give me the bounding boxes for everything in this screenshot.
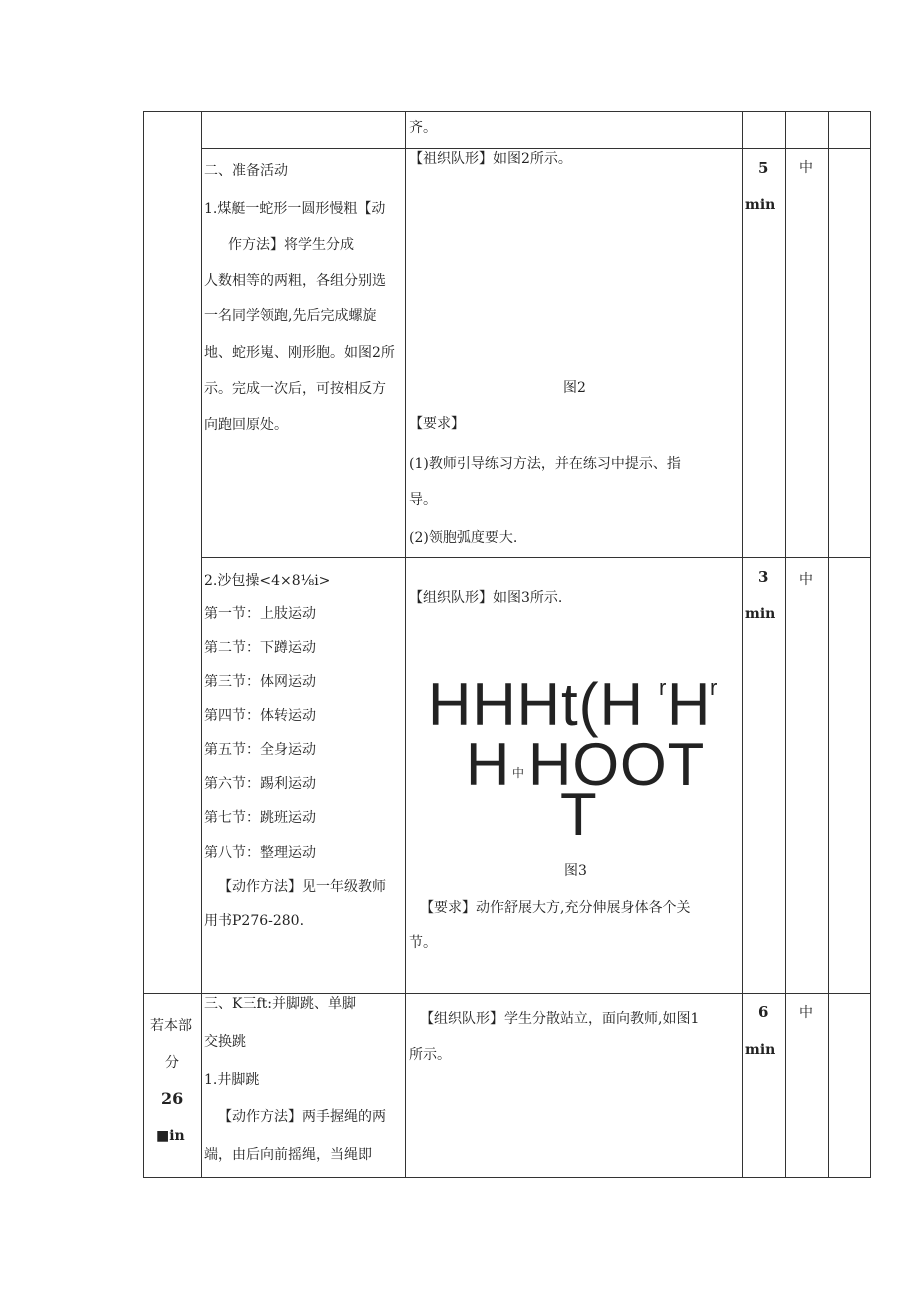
content-line: 第七节：跳班运动 — [204, 810, 316, 826]
content-line: 人数相等的两粗，各组分别选 — [204, 273, 386, 289]
time-value: 6 — [758, 1003, 769, 1021]
time-unit: min — [745, 1042, 776, 1058]
time-value: 3 — [758, 568, 769, 586]
intensity: 中 — [799, 160, 813, 176]
intensity: 中 — [799, 572, 813, 588]
col-line — [828, 111, 829, 1178]
requirement-line: 节。 — [409, 935, 437, 951]
content-line: 1.井脚跳 — [204, 1072, 260, 1088]
requirement-heading: 【要求】 — [409, 416, 465, 432]
row-line — [143, 111, 871, 112]
content-line: 三、K三ft:并脚跳、单脚 — [204, 996, 356, 1012]
content-line: 第八节：整理运动 — [204, 845, 316, 861]
organization-line: 所示。 — [409, 1047, 451, 1063]
content-line: 第五节：全身运动 — [204, 742, 316, 758]
time-value: 5 — [758, 159, 769, 177]
col-line — [742, 111, 743, 1178]
content-line: 向跑回原处。 — [204, 417, 288, 433]
figure-glyphs: HHHt(H — [428, 671, 644, 738]
row-line — [201, 148, 871, 149]
content-line: 1.煤艇一蛇形一圆形慢粗【动 — [204, 201, 386, 217]
figure-glyphs: H — [667, 671, 712, 738]
content-line: 地、蛇形嵬、刚形胞。如图2所 — [204, 345, 395, 361]
content-line: 二、准备活动 — [204, 163, 288, 179]
content-line: 【动作方法】两手握绳的两 — [218, 1109, 386, 1125]
content-line: 第四节：体转运动 — [204, 708, 316, 724]
section-label-line: 分 — [165, 1055, 179, 1071]
organization-line: 【组织队形】如图3所示. — [409, 590, 563, 606]
content-line: 用书P276-280. — [204, 913, 305, 929]
continued-text: 齐。 — [409, 120, 437, 136]
content-line: 【动作方法】见一年级教师 — [218, 879, 386, 895]
col-line — [201, 111, 202, 1178]
content-line: 交换跳 — [204, 1034, 246, 1050]
figure-caption: 图2 — [563, 380, 586, 396]
content-line: 作方法】将学生分成 — [228, 237, 354, 253]
organization-line: 【祖织队形】如图2所示。 — [409, 151, 572, 167]
figure-glyphs: r — [710, 675, 718, 700]
time-unit: min — [745, 606, 776, 622]
figure-glyphs: HOOT — [528, 731, 706, 798]
content-line: 第三节：体网运动 — [204, 674, 316, 690]
requirement-line: (2)领胞弧度要大. — [409, 530, 518, 546]
col-line — [143, 111, 144, 1178]
content-line: 2.沙包操<4×8⅛i> — [204, 573, 331, 589]
row-line — [201, 557, 871, 558]
content-line: 示。完成一次后，可按相反方 — [204, 381, 386, 397]
organization-line: 【组织队形】学生分散站立，面向教师,如图1 — [420, 1011, 700, 1027]
content-line: 一名同学领跑,先后完成螺旋 — [204, 308, 377, 324]
content-line: 第六节：踢利运动 — [204, 776, 316, 792]
col-line — [785, 111, 786, 1178]
content-line: 端，由后向前摇绳，当绳即 — [204, 1147, 372, 1163]
figure-glyphs: H — [466, 731, 511, 798]
requirement-line: 【要求】动作舒展大方,充分伸展身体各个关 — [420, 900, 691, 916]
figure-glyphs: r — [659, 675, 667, 700]
intensity: 中 — [799, 1005, 813, 1021]
section-label-line: ■in — [156, 1128, 185, 1144]
row-line — [143, 1177, 871, 1178]
col-line — [405, 111, 406, 1178]
content-line: 第一节：上肢运动 — [204, 606, 316, 622]
time-unit: min — [745, 197, 776, 213]
figure-caption: 图3 — [564, 863, 587, 879]
col-line — [870, 111, 871, 1178]
row-line — [143, 993, 871, 994]
figure-glyphs: 中 — [512, 766, 525, 780]
content-line: 第二节：下蹲运动 — [204, 640, 316, 656]
requirement-line: (1)教师引导练习方法，并在练习中提示、指 — [409, 456, 681, 472]
figure-glyphs: T — [560, 781, 598, 848]
section-label-line: 26 — [161, 1089, 184, 1108]
requirement-line: 导。 — [409, 492, 437, 508]
section-label-line: 若本部 — [150, 1018, 192, 1034]
